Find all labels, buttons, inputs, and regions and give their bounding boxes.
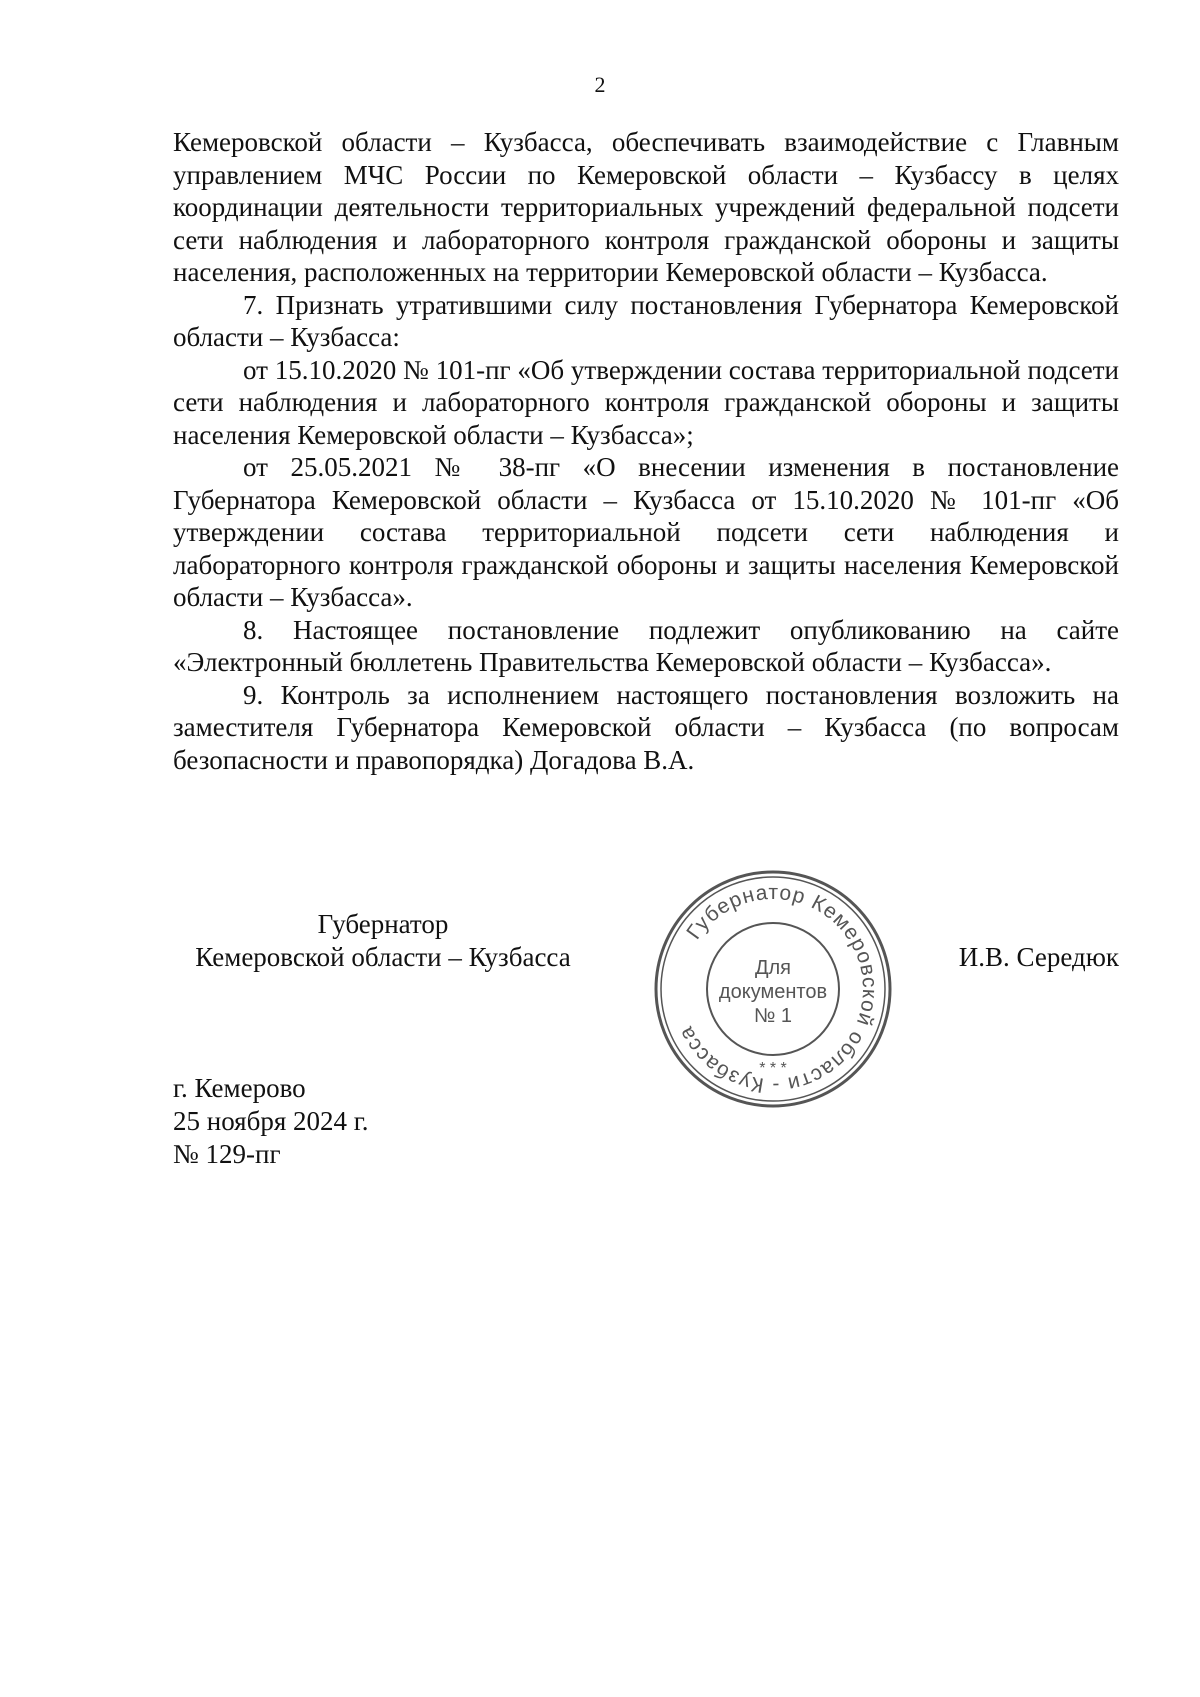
- paragraph-8: 8. Настоящее постановление подлежит опубликованию на сайте «Электронный бюллетень Правительства Кемеровской области – Кузбасса».: [173, 614, 1119, 677]
- signatory-title-line-2: Кемеровской области – Кузбасса: [195, 941, 571, 972]
- decree-date: 25 ноября 2024 г.: [173, 1106, 369, 1136]
- seal-ring-text: Губернатор Кемеровской области - Кузбасса: [674, 880, 882, 1098]
- paragraph-9: 9. Контроль за исполнением настоящего постановления возложить на заместителя Губернатора Кемеровской области – Кузбасса (по вопросам безопасности и правопорядка) Догадова В.А.: [173, 679, 1119, 775]
- seal-stars: * * *: [759, 1060, 787, 1077]
- signatory-name: И.В. Середюк: [958, 942, 1119, 972]
- paragraph-continuation: Кемеровской области – Кузбасса, обеспечивать взаимодействие с Главным управлением МЧС России по Кемеровской области – Кузбассу в целях координации деятельности территориальных учреждений федеральной подсети сети наблюдения и лабораторного контроля гражданской обороны и защиты населения, расположенных на территории Кемеровской области – Кузбасса.: [173, 127, 1119, 287]
- seal-center-line-3: № 1: [753, 1005, 793, 1027]
- seal-center-line-1: Для: [754, 957, 792, 979]
- city: г. Кемерово: [173, 1073, 306, 1103]
- signatory-title: [173, 908, 593, 973]
- place-date-block: [173, 1072, 369, 1171]
- page-number: 2: [594, 72, 606, 97]
- decree-number: № 129-пг: [173, 1139, 281, 1169]
- paragraph-7-item-2: от 25.05.2021 № 38-пг «О внесении изменения в постановление Губернатора Кемеровской области – Кузбасса от 15.10.2020 № 101-пг «Об утверждении состава территориальной подсети сети наблюдения и лабораторного контроля гражданской обороны и защиты населения Кемеровской области – Кузбасса».: [173, 452, 1119, 612]
- signatory-title-line-1: Губернатор: [317, 909, 449, 939]
- seal-center-line-2: документов: [718, 981, 828, 1003]
- decree-body: [173, 126, 1119, 776]
- official-seal: [652, 868, 894, 1110]
- paragraph-7: 7. Признать утратившими силу постановления Губернатора Кемеровской области – Кузбасса:: [173, 289, 1119, 352]
- paragraph-7-item-1: от 15.10.2020 № 101-пг «Об утверждении состава территориальной подсети сети наблюдения и лабораторного контроля гражданской обороны и защиты населения Кемеровской области – Кузбасса»;: [173, 354, 1119, 450]
